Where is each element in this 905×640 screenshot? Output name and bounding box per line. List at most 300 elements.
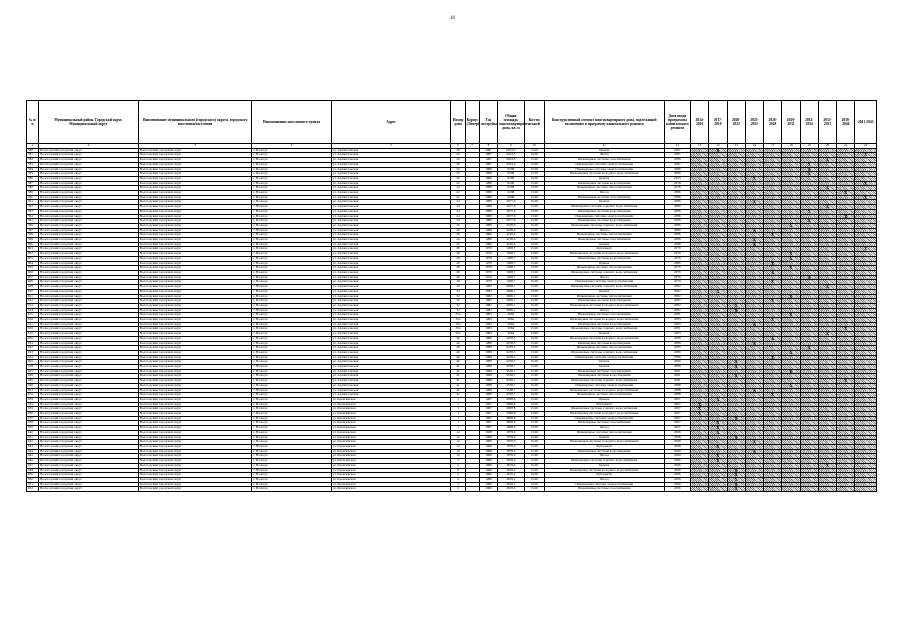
house-number-cell: 12 <box>451 435 465 440</box>
house-number-cell: 2 <box>451 473 465 478</box>
okrug-cell: Вологодский городской округ <box>138 299 252 304</box>
okrug-cell: Вологодский городской округ <box>138 195 252 200</box>
house-number-cell: 32а <box>451 322 465 327</box>
row-number-cell: 586 <box>27 176 39 181</box>
period-mark-cell: X <box>745 238 763 243</box>
house-number-cell: 28 <box>451 270 465 275</box>
area-cell: 4258,3 <box>498 341 524 346</box>
address-cell: ул. Архангельская <box>331 228 451 233</box>
address-cell: ул. Архангельская <box>331 162 451 167</box>
row-number-cell: 597 <box>27 228 39 233</box>
build-year-cell: 1989 <box>479 341 497 346</box>
address-cell: ул. Архангельская <box>331 266 451 271</box>
locality-cell: г. Вологда <box>252 275 331 280</box>
locality-cell: г. Вологда <box>252 454 331 459</box>
floors-cell: 15,00 <box>524 209 544 214</box>
address-cell: ул. Архангельская <box>331 167 451 172</box>
area-cell: 1498,7 <box>498 256 524 261</box>
district-cell: Вологодский городской округ <box>39 223 139 228</box>
period-mark-cell: X <box>727 482 745 487</box>
period-mark-cell: X <box>727 435 745 440</box>
okrug-cell: Вологодский городской округ <box>138 153 252 158</box>
build-year-cell: 1986 <box>479 181 497 186</box>
floors-cell: 15,00 <box>524 360 544 365</box>
area-cell: 4818,2 <box>498 463 524 468</box>
district-cell: Вологодский городской округ <box>39 435 139 440</box>
locality-cell: г. Вологда <box>252 214 331 219</box>
program-date-cell: 2086 <box>664 172 690 177</box>
build-year-cell: 1986 <box>479 228 497 233</box>
floors-cell: 15,00 <box>524 393 544 398</box>
element-cell: Инженерные системы холодного водоснабжения <box>544 412 664 417</box>
element-cell: Инженерные системы электроснабжения <box>544 482 664 487</box>
period-cell <box>709 487 727 492</box>
district-cell: Вологодский городской округ <box>39 407 139 412</box>
address-cell: ул. Архангельская <box>331 383 451 388</box>
program-date-cell: 2086 <box>664 238 690 243</box>
program-date-cell: 2067 <box>664 416 690 421</box>
program-date-cell: 2068 <box>664 435 690 440</box>
row-number-cell: 610 <box>27 289 39 294</box>
program-date-cell: 2086 <box>664 200 690 205</box>
row-number-cell: 623 <box>27 350 39 355</box>
element-cell: Инженерные системы водоотведения <box>544 299 664 304</box>
element-cell: Крыша <box>544 200 664 205</box>
row-number-cell: 635 <box>27 407 39 412</box>
district-cell: Вологодский городской округ <box>39 158 139 163</box>
locality-cell: г. Вологда <box>252 379 331 384</box>
program-date-cell: 2081 <box>664 327 690 332</box>
house-number-cell: 24 <box>451 205 465 210</box>
row-number-cell: 583 <box>27 162 39 167</box>
house-number-cell: 22 <box>451 176 465 181</box>
address-cell: ул. Кремлевская <box>331 440 451 445</box>
build-year-cell: 1987 <box>479 158 497 163</box>
address-cell: ул. Архангельская <box>331 153 451 158</box>
locality-cell: г. Вологда <box>252 487 331 492</box>
district-cell: Вологодский городской округ <box>39 318 139 323</box>
house-number-cell: 26 <box>451 242 465 247</box>
element-cell: Инженерные системы горячего водоснабжения <box>544 379 664 384</box>
build-year-cell: 1966 <box>479 487 497 492</box>
element-cell: Фасад <box>544 308 664 313</box>
address-cell: ул. Кремлевская <box>331 412 451 417</box>
locality-cell: г. Вологда <box>252 402 331 407</box>
period-mark-cell: X <box>837 214 855 219</box>
row-number-cell: 605 <box>27 266 39 271</box>
district-cell: Вологодский городской округ <box>39 238 139 243</box>
program-date-cell: 2081 <box>664 369 690 374</box>
okrug-cell: Вологодский городской округ <box>138 191 252 196</box>
okrug-cell: Вологодский городской округ <box>138 247 252 252</box>
floors-cell: 15,00 <box>524 412 544 417</box>
build-year-cell: 1986 <box>479 195 497 200</box>
district-cell: Вологодский городской округ <box>39 270 139 275</box>
house-number-cell: 28 <box>451 252 465 257</box>
address-cell: ул. Кремлевская <box>331 402 451 407</box>
floors-cell: 15,00 <box>524 256 544 261</box>
locality-cell: г. Вологда <box>252 430 331 435</box>
floors-cell: 15,00 <box>524 430 544 435</box>
house-number-cell: 41 <box>451 374 465 379</box>
program-date-cell: 2066 <box>664 468 690 473</box>
house-number-cell: 24 <box>451 209 465 214</box>
element-cell: Крыша <box>544 397 664 402</box>
column-header: Номер дома <box>451 101 465 144</box>
floors-cell: 15,00 <box>524 219 544 224</box>
floors-cell: 15,00 <box>524 322 544 327</box>
row-number-cell: 582 <box>27 158 39 163</box>
address-cell: ул. Архангельская <box>331 299 451 304</box>
house-number-cell: 41 <box>451 383 465 388</box>
area-cell: 4538,7 <box>498 383 524 388</box>
address-cell: ул. Архангельская <box>331 223 451 228</box>
okrug-cell: Вологодский городской округ <box>138 285 252 290</box>
program-date-cell: 2089 <box>664 360 690 365</box>
element-cell: Инженерные системы холодного водоснабжения <box>544 318 664 323</box>
okrug-cell: Вологодский городской округ <box>138 148 252 153</box>
address-cell: ул. Кремлевская <box>331 463 451 468</box>
element-cell: Инженерные системы горячего водоснабжения <box>544 350 664 355</box>
floors-cell: 15,00 <box>524 383 544 388</box>
element-cell: Инженерные системы водоотведения <box>544 219 664 224</box>
locality-cell: г. Вологда <box>252 266 331 271</box>
program-date-cell: 2089 <box>664 355 690 360</box>
area-cell: 4258,3 <box>498 336 524 341</box>
floors-cell: 15,00 <box>524 228 544 233</box>
okrug-cell: Вологодский городской округ <box>138 209 252 214</box>
row-number-cell: 580 <box>27 148 39 153</box>
program-date-cell: 2082 <box>664 294 690 299</box>
address-cell: ул. Кремлевская <box>331 449 451 454</box>
district-cell: Вологодский городской округ <box>39 280 139 285</box>
district-cell: Вологодский городской округ <box>39 289 139 294</box>
address-cell: ул. Архангельская <box>331 195 451 200</box>
row-number-cell: 595 <box>27 219 39 224</box>
address-cell: ул. Архангельская <box>331 365 451 370</box>
build-year-cell: 1986 <box>479 242 497 247</box>
build-year-cell: 1987 <box>479 148 497 153</box>
area-cell: 4198,6 <box>498 242 524 247</box>
house-number-cell: 28 <box>451 266 465 271</box>
locality-cell: г. Вологда <box>252 186 331 191</box>
build-year-cell: 1986 <box>479 167 497 172</box>
address-cell: ул. Архангельская <box>331 318 451 323</box>
element-cell: Инженерные системы холодного водоснабжения <box>544 303 664 308</box>
program-date-cell: 2067 <box>664 407 690 412</box>
column-number-cell: 5 <box>331 144 451 149</box>
address-cell: ул. Архангельская <box>331 214 451 219</box>
floors-cell: 15,00 <box>524 365 544 370</box>
area-cell: 2677,6 <box>498 214 524 219</box>
district-cell: Вологодский городской округ <box>39 322 139 327</box>
row-number-cell: 588 <box>27 186 39 191</box>
floors-cell: 15,00 <box>524 473 544 478</box>
okrug-cell: Вологодский городской округ <box>138 228 252 233</box>
address-cell: ул. Архангельская <box>331 261 451 266</box>
period-mark-cell: X <box>764 318 782 323</box>
house-number-cell: 20 <box>451 158 465 163</box>
build-year-cell: 1966 <box>479 477 497 482</box>
address-cell: ул. Архангельская <box>331 181 451 186</box>
address-cell: ул. Архангельская <box>331 336 451 341</box>
program-date-cell: 2087 <box>664 153 690 158</box>
build-year-cell: 1986 <box>479 214 497 219</box>
area-cell: 4006,1 <box>498 299 524 304</box>
area-cell: 6298 <box>498 186 524 191</box>
program-date-cell: 2082 <box>664 308 690 313</box>
column-number-cell: 2 <box>39 144 139 149</box>
program-date-cell: 2086 <box>664 233 690 238</box>
build-year-cell: 1988 <box>479 388 497 393</box>
floors-cell: 15,00 <box>524 350 544 355</box>
floors-cell: 15,00 <box>524 454 544 459</box>
element-cell: Инженерные системы холодного водоснабжения <box>544 468 664 473</box>
house-number-cell: 12 <box>451 454 465 459</box>
row-number-cell: 629 <box>27 379 39 384</box>
row-number-cell: 613 <box>27 303 39 308</box>
build-year-cell: 1988 <box>479 379 497 384</box>
element-cell: Инженерные системы газоснабжения <box>544 369 664 374</box>
build-year-cell: 1979 <box>479 247 497 252</box>
locality-cell: г. Вологда <box>252 463 331 468</box>
row-number-cell: 646 <box>27 459 39 464</box>
area-cell: 1878,9 <box>498 445 524 450</box>
period-mark-cell: X <box>709 445 727 450</box>
floors-cell: 15,00 <box>524 162 544 167</box>
period-cell <box>764 487 782 492</box>
house-number-cell: 22 <box>451 191 465 196</box>
element-cell: Инженерные системы электроснабжения <box>544 383 664 388</box>
okrug-cell: Вологодский городской округ <box>138 397 252 402</box>
period-mark-cell: X <box>800 346 818 351</box>
okrug-cell: Вологодский городской округ <box>138 214 252 219</box>
period-mark-cell: X <box>727 487 745 492</box>
floors-cell: 15,00 <box>524 158 544 163</box>
row-number-cell: 584 <box>27 167 39 172</box>
area-cell: 4538,7 <box>498 365 524 370</box>
build-year-cell: 1967 <box>479 426 497 431</box>
program-date-cell: 2088 <box>664 388 690 393</box>
element-cell: Фасад <box>544 477 664 482</box>
locality-cell: г. Вологда <box>252 294 331 299</box>
floors-cell: 15,00 <box>524 223 544 228</box>
address-cell: ул. Архангельская <box>331 176 451 181</box>
district-cell: Вологодский городской округ <box>39 256 139 261</box>
row-number-cell: 611 <box>27 294 39 299</box>
district-cell: Вологодский городской округ <box>39 308 139 313</box>
floors-cell: 15,00 <box>524 407 544 412</box>
address-cell: ул. Архангельская <box>331 252 451 257</box>
element-cell: Инженерные системы холодного водоснабжения <box>544 336 664 341</box>
district-cell: Вологодский городской округ <box>39 181 139 186</box>
period-cell <box>855 487 877 492</box>
house-number-cell: 12 <box>451 440 465 445</box>
row-number-cell: 620 <box>27 336 39 341</box>
program-date-cell: 2082 <box>664 289 690 294</box>
district-cell: Вологодский городской округ <box>39 303 139 308</box>
okrug-cell: Вологодский городской округ <box>138 477 252 482</box>
floors-cell: 15,00 <box>524 327 544 332</box>
okrug-cell: Вологодский городской округ <box>138 172 252 177</box>
floors-cell: 15,00 <box>524 242 544 247</box>
area-cell: 6034,5 <box>498 158 524 163</box>
floors-cell: 15,00 <box>524 266 544 271</box>
locality-cell: г. Вологда <box>252 426 331 431</box>
locality-cell: г. Вологда <box>252 397 331 402</box>
element-cell: Фасад <box>544 191 664 196</box>
build-year-cell: 1986 <box>479 200 497 205</box>
district-cell: Вологодский городской округ <box>39 374 139 379</box>
area-cell: 4898,8 <box>498 426 524 431</box>
column-number-cell: 13 <box>691 144 709 149</box>
program-date-cell: 2086 <box>664 209 690 214</box>
address-cell: ул. Архангельская <box>331 360 451 365</box>
column-number-cell: 20 <box>818 144 836 149</box>
house-number-cell: 1 <box>451 416 465 421</box>
element-cell: Инженерные системы теплоснабжения <box>544 346 664 351</box>
build-year-cell: 1986 <box>479 238 497 243</box>
period-mark-cell: X <box>782 369 800 374</box>
locality-cell: г. Вологда <box>252 388 331 393</box>
period-mark-cell: X <box>764 393 782 398</box>
okrug-cell: Вологодский городской округ <box>138 219 252 224</box>
build-year-cell: 1966 <box>479 473 497 478</box>
column-number-cell: 19 <box>800 144 818 149</box>
row-number-cell: 606 <box>27 270 39 275</box>
floors-cell: 15,00 <box>524 280 544 285</box>
okrug-cell: Вологодский городской округ <box>138 412 252 417</box>
program-date-cell: 2079 <box>664 275 690 280</box>
house-number-cell: 2 <box>451 477 465 482</box>
area-cell: 4006,1 <box>498 308 524 313</box>
okrug-cell: Вологодский городской округ <box>138 322 252 327</box>
area-cell: 4538,7 <box>498 374 524 379</box>
column-header: Кол-во этажей <box>524 101 544 144</box>
period-mark-cell: X <box>727 303 745 308</box>
locality-cell: г. Вологда <box>252 191 331 196</box>
element-cell: Инженерные системы газоснабжения <box>544 487 664 492</box>
locality-cell: г. Вологда <box>252 355 331 360</box>
locality-cell: г. Вологда <box>252 407 331 412</box>
column-header: Адрес <box>331 101 451 144</box>
program-date-cell: 2086 <box>664 214 690 219</box>
program-date-cell: 2082 <box>664 299 690 304</box>
build-year-cell: 1979 <box>479 275 497 280</box>
okrug-cell: Вологодский городской округ <box>138 289 252 294</box>
program-date-cell: 2086 <box>664 219 690 224</box>
column-number-cell: 8 <box>479 144 497 149</box>
address-cell: ул. Архангельская <box>331 369 451 374</box>
build-year-cell: 1967 <box>479 416 497 421</box>
okrug-cell: Вологодский городской округ <box>138 407 252 412</box>
house-number-cell: 1 <box>451 412 465 417</box>
address-cell: ул. Архангельская <box>331 186 451 191</box>
area-cell: 4006,1 <box>498 285 524 290</box>
row-number-cell: 589 <box>27 191 39 196</box>
row-number-cell: 622 <box>27 346 39 351</box>
address-cell: ул. Кремлевская <box>331 426 451 431</box>
area-cell: 4818,2 <box>498 473 524 478</box>
element-cell: Фундамент <box>544 402 664 407</box>
area-cell: 4818,2 <box>498 468 524 473</box>
floors-cell: 15,00 <box>524 172 544 177</box>
page-number: 16 <box>450 16 455 21</box>
element-cell: Инженерные системы горячего водоснабжения <box>544 407 664 412</box>
period-cell <box>691 487 709 492</box>
element-cell: Инженерные системы теплоснабжения <box>544 233 664 238</box>
area-cell: 6034,5 <box>498 148 524 153</box>
district-cell: Вологодский городской округ <box>39 445 139 450</box>
period-mark-cell: X <box>800 275 818 280</box>
district-cell: Вологодский городской округ <box>39 360 139 365</box>
period-mark-cell: X <box>855 195 877 200</box>
build-year-cell: 1989 <box>479 355 497 360</box>
house-number-cell: 40 <box>451 341 465 346</box>
floors-cell: 15,00 <box>524 167 544 172</box>
program-date-cell: 2067 <box>664 412 690 417</box>
okrug-cell: Вологодский городской округ <box>138 332 252 337</box>
floors-cell: 15,00 <box>524 487 544 492</box>
element-cell: Инженерные системы холодного водоснабжения <box>544 388 664 393</box>
column-header: 2029-2031 <box>782 101 800 144</box>
floors-cell: 15,00 <box>524 238 544 243</box>
row-number-cell: 593 <box>27 209 39 214</box>
area-cell: 2677,6 <box>498 200 524 205</box>
program-date-cell: 2068 <box>664 440 690 445</box>
period-mark-cell: X <box>764 233 782 238</box>
house-number-cell: 2 <box>451 468 465 473</box>
district-cell: Вологодский городской округ <box>39 195 139 200</box>
house-number-cell: 1 <box>451 426 465 431</box>
house-number-cell: 2 <box>451 463 465 468</box>
district-cell: Вологодский городской округ <box>39 214 139 219</box>
locality-cell: г. Вологда <box>252 233 331 238</box>
locality-cell: г. Вологда <box>252 256 331 261</box>
floors-cell: 15,00 <box>524 477 544 482</box>
district-cell: Вологодский городской округ <box>39 369 139 374</box>
locality-cell: г. Вологда <box>252 238 331 243</box>
period-mark-cell: X <box>782 252 800 257</box>
district-cell: Вологодский городской округ <box>39 397 139 402</box>
floors-cell: 15,00 <box>524 482 544 487</box>
okrug-cell: Вологодский городской округ <box>138 294 252 299</box>
column-header: Год постройки <box>479 101 497 144</box>
row-number-cell: 651 <box>27 482 39 487</box>
program-date-cell: 2082 <box>664 285 690 290</box>
locality-cell: г. Вологда <box>252 308 331 313</box>
row-number-cell: 603 <box>27 256 39 261</box>
program-date-cell: 2066 <box>664 477 690 482</box>
district-cell: Вологодский городской округ <box>39 459 139 464</box>
period-mark-cell: X <box>709 454 727 459</box>
floors-cell: 15,00 <box>524 445 544 450</box>
house-number-cell: 1 <box>451 407 465 412</box>
program-date-cell: 2067 <box>664 426 690 431</box>
floors-cell: 15,00 <box>524 252 544 257</box>
period-cell <box>745 487 763 492</box>
row-number-cell: 601 <box>27 247 39 252</box>
address-cell: ул. Кремлевская <box>331 482 451 487</box>
locality-cell: г. Вологда <box>252 374 331 379</box>
row-number-cell: 587 <box>27 181 39 186</box>
period-mark-cell: X <box>782 223 800 228</box>
floors-cell: 15,00 <box>524 200 544 205</box>
floors-cell: 15,00 <box>524 379 544 384</box>
address-cell: ул. Архангельская <box>331 280 451 285</box>
period-mark-cell: X <box>800 172 818 177</box>
district-cell: Вологодский городской округ <box>39 487 139 492</box>
